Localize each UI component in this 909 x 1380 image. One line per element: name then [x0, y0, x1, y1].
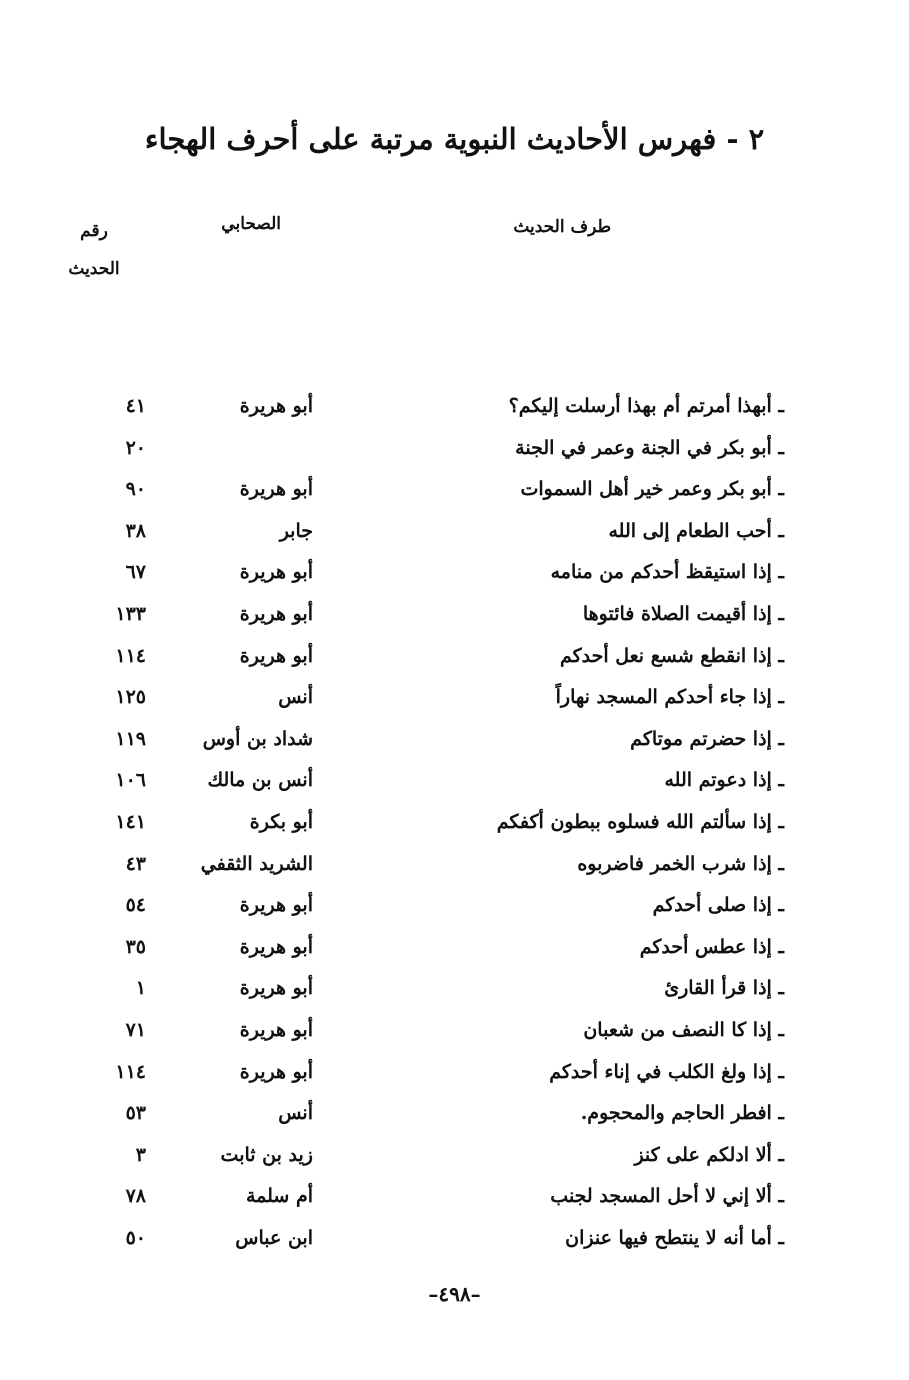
- table-row: [0, 1010, 909, 1052]
- hadith-number: ٧٨: [125, 1185, 146, 1208]
- table-row: [0, 968, 909, 1010]
- table-row: [0, 636, 909, 678]
- companion-name: ابن عباس: [235, 1226, 313, 1249]
- hadith-number: ١١٩: [115, 727, 146, 750]
- table-row: [0, 802, 909, 844]
- companion-name: أم سلمة: [245, 1185, 313, 1208]
- hadith-number: ٦٧: [125, 561, 146, 584]
- hadith-text: ـ إذا عطس أحدكم: [639, 935, 784, 958]
- table-row: [0, 552, 909, 594]
- hadith-text: ـ أما أنه لا ينتطح فيها عنزان: [565, 1226, 784, 1249]
- hadith-text: ـ إذا صلى أحدكم: [652, 894, 784, 917]
- hadith-number: ٥٣: [125, 1102, 146, 1125]
- table-row: [0, 760, 909, 802]
- hadith-text: ـ أحب الطعام إلى الله: [608, 519, 784, 542]
- companion-name: أبو هريرة: [239, 602, 313, 625]
- companion-name: زيد بن ثابت: [220, 1143, 313, 1166]
- hadith-number: ٥٤: [125, 894, 146, 917]
- hadith-text: ـ إذا أقيمت الصلاة فائتوها: [582, 602, 784, 625]
- hadith-text: ـ إذا شرب الخمر فاضربوه: [577, 852, 784, 875]
- table-row: [0, 677, 909, 719]
- table-row: [0, 1052, 909, 1094]
- companion-name: أبو هريرة: [239, 478, 313, 501]
- companion-name: أبو بكرة: [249, 810, 313, 833]
- companion-name: أنس: [278, 1102, 313, 1125]
- hadith-number: ١٢٥: [115, 686, 146, 709]
- companion-name: أبو هريرة: [239, 894, 313, 917]
- companion-name: أبو هريرة: [239, 935, 313, 958]
- table-row: [0, 844, 909, 886]
- hadith-number: ٢٠: [125, 436, 146, 459]
- hadith-number: ٥٠: [125, 1226, 146, 1249]
- page-title: ٢ - فهرس الأحاديث النبوية مرتبة على أحرف الهجاء: [144, 122, 765, 157]
- companion-name: أنس: [278, 686, 313, 709]
- hadith-text: ـ إذا كا النصف من شعبان: [583, 1018, 784, 1041]
- hadith-text: ـ إذا حضرتم موتاكم: [630, 727, 784, 750]
- column-header-number: رقم الحديث: [68, 221, 120, 279]
- hadith-number: ٤٣: [125, 852, 146, 875]
- hadith-number: ١٣٣: [115, 602, 146, 625]
- hadith-text: ـ إذا استيقظ أحدكم من منامه: [550, 561, 784, 584]
- table-row: [0, 428, 909, 470]
- table-row: [0, 511, 909, 553]
- table-row: [0, 594, 909, 636]
- companion-name: أبو هريرة: [239, 1018, 313, 1041]
- hadith-number: ١: [135, 977, 146, 1000]
- table-row: [0, 386, 909, 428]
- hadith-text: ـ إذا جاء أحدكم المسجد نهاراً: [555, 686, 784, 709]
- hadith-text: ـ أبهذا أمرتم أم بهذا أرسلت إليكم؟: [508, 395, 784, 417]
- companion-name: الشريد الثقفي: [200, 852, 313, 875]
- companion-name: جابر: [279, 519, 313, 542]
- hadith-number: ٣٨: [125, 519, 146, 542]
- hadith-text: ـ إذا سألتم الله فسلوه ببطون أكفكم: [496, 810, 784, 833]
- hadith-number: ٧١: [125, 1018, 146, 1041]
- hadith-number: ١١٤: [115, 644, 146, 667]
- hadith-number: ١٤١: [115, 810, 146, 833]
- companion-name: أبو هريرة: [239, 1060, 313, 1083]
- hadith-number: ٩٠: [125, 478, 146, 501]
- table-row: [0, 885, 909, 927]
- hadith-number: ١٠٦: [115, 769, 146, 792]
- hadith-text: ـ افطر الحاجم والمحجوم.: [580, 1102, 784, 1125]
- hadith-text: ـ ألا ادلكم على كنز: [634, 1143, 784, 1166]
- table-row: [0, 1218, 909, 1260]
- companion-name: أبو هريرة: [239, 977, 313, 1000]
- companion-name: أبو هريرة: [239, 395, 313, 417]
- companion-name: أنس بن مالك: [207, 769, 313, 792]
- hadith-text: ـ إذا انقطع شسع نعل أحدكم: [559, 644, 784, 667]
- table-row: [0, 1093, 909, 1135]
- hadith-text: ـ إذا قرأ القارئ: [664, 977, 784, 1000]
- table-row: [0, 1135, 909, 1177]
- hadith-text: ـ أبو بكر في الجنة وعمر في الجنة: [515, 436, 784, 459]
- hadith-index-table: [0, 386, 909, 1259]
- hadith-text: ـ أبو بكر وعمر خير أهل السموات: [520, 478, 784, 501]
- page-number: –٤٩٨–: [428, 1282, 481, 1306]
- hadith-number: ٤١: [125, 395, 146, 417]
- hadith-text: ـ ألا إني لا أحل المسجد لجنب: [550, 1185, 784, 1208]
- hadith-text: ـ إذا ولغ الكلب في إناء أحدكم: [549, 1060, 784, 1083]
- companion-name: أبو هريرة: [239, 644, 313, 667]
- table-row: [0, 927, 909, 969]
- companion-name: أبو هريرة: [239, 561, 313, 584]
- hadith-number: ٣: [135, 1143, 146, 1166]
- column-header-companion: الصحابي: [221, 214, 281, 234]
- hadith-number: ١١٤: [115, 1060, 146, 1083]
- companion-name: شداد بن أوس: [202, 727, 313, 750]
- table-row: [0, 1176, 909, 1218]
- table-row: [0, 469, 909, 511]
- table-row: [0, 719, 909, 761]
- column-header-hadith: طرف الحديث: [513, 217, 611, 237]
- hadith-number: ٣٥: [125, 935, 146, 958]
- hadith-text: ـ إذا دعوتم الله: [664, 769, 784, 792]
